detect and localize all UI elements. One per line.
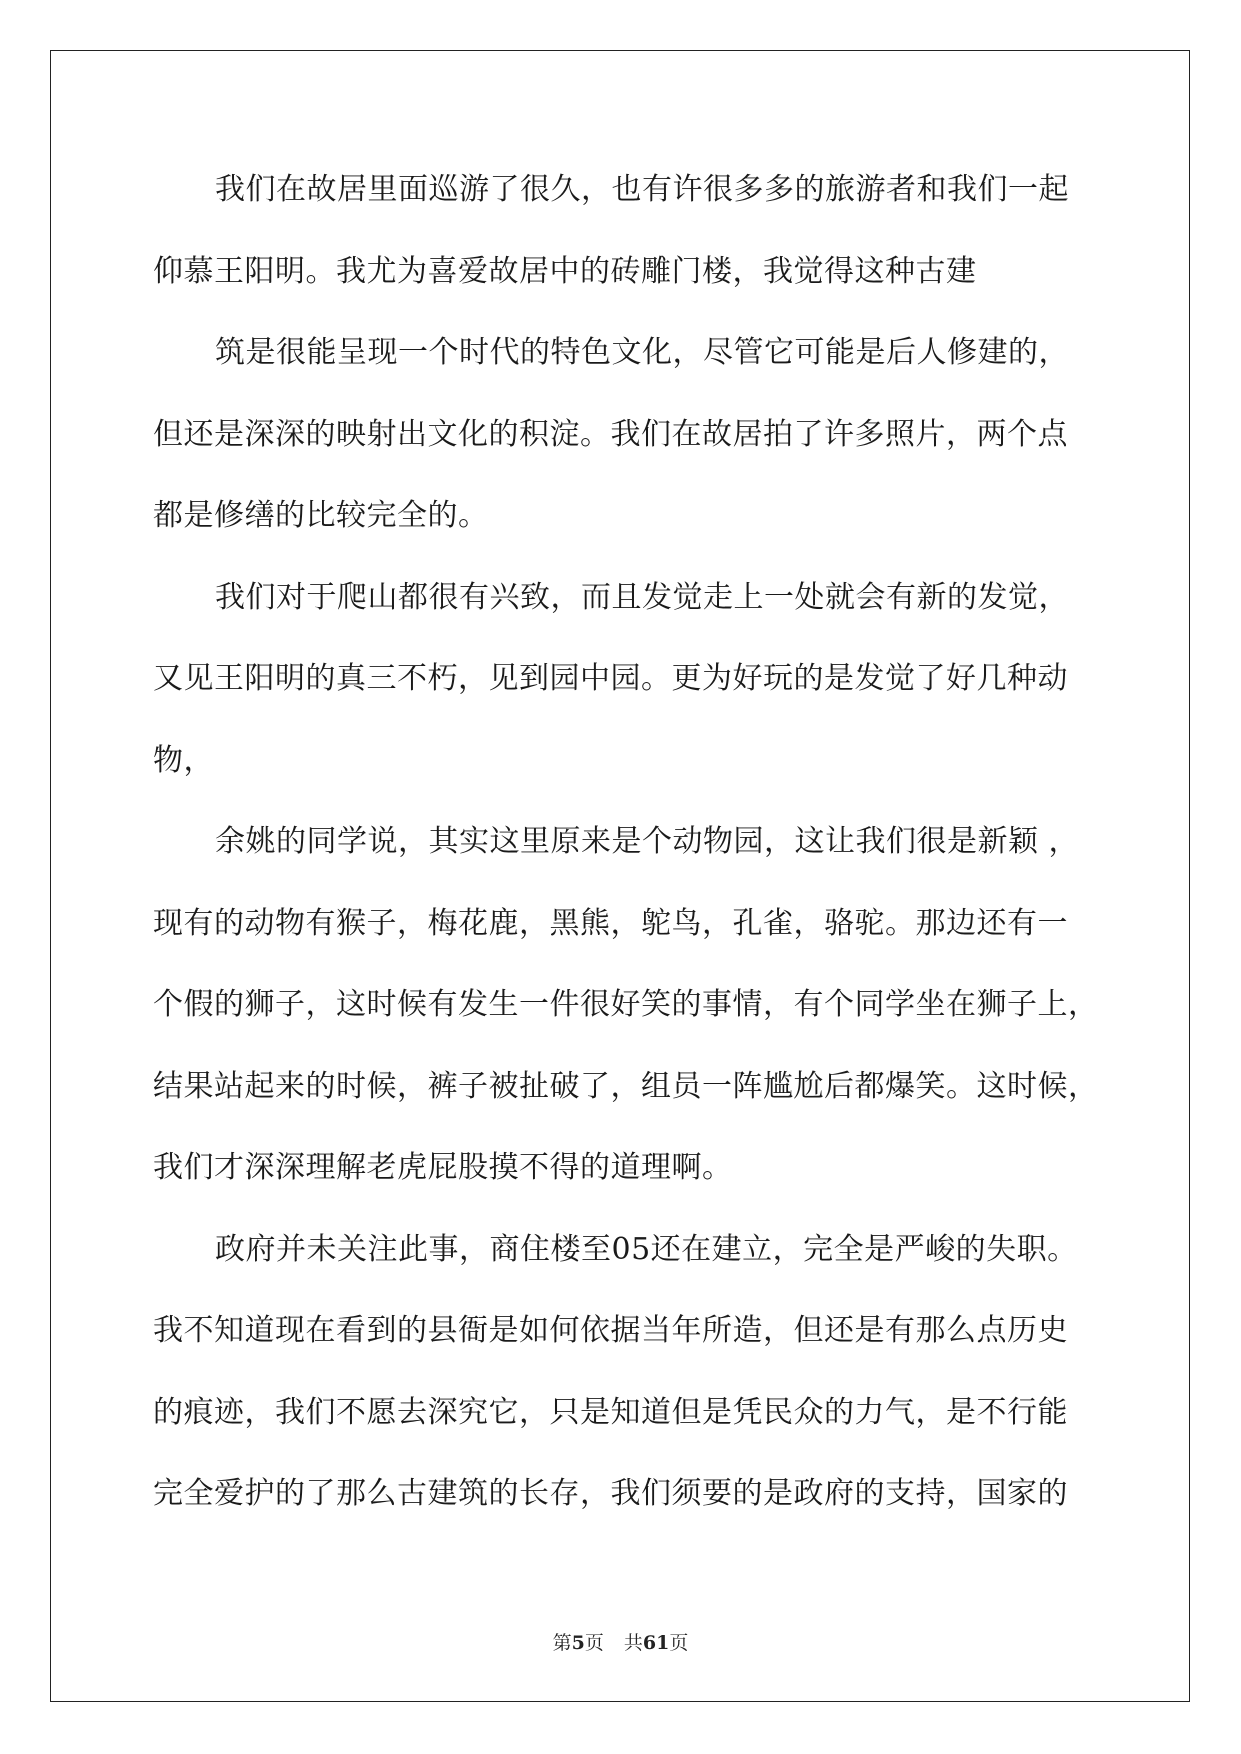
text-line: 我们对于爬山都很有兴致，而且发觉走上一处就会有新的发觉， bbox=[215, 579, 1069, 615]
text-line: 我不知道现在看到的县衙是如何依据当年所造，但还是有那么点历史 bbox=[153, 1313, 1068, 1348]
text-line: 个假的狮子，这时候有发生一件很好笑的事情，有个同学坐在狮子上， bbox=[153, 987, 1099, 1022]
text-line: 又见王阳明的真三不朽，见到园中园。更为好玩的是发觉了好几种动 bbox=[153, 661, 1068, 696]
total-pages: 61 bbox=[642, 1632, 670, 1654]
body-text bbox=[153, 160, 1103, 1546]
footer-prefix: 第 bbox=[552, 1632, 572, 1654]
footer-total-prefix: 共 bbox=[623, 1632, 643, 1654]
page-footer bbox=[0, 1628, 1241, 1655]
text-line: 我们在故居里面巡游了很久，也有许很多多的旅游者和我们一起 bbox=[215, 172, 1069, 207]
text-line: 仰慕王阳明。我尤为喜爱故居中的砖雕门楼，我觉得这种古建 bbox=[153, 253, 977, 289]
page-number: 5 bbox=[571, 1632, 585, 1654]
text-line: 我们才深深理解老虎屁股摸不得的道理啊。 bbox=[153, 1150, 733, 1185]
text-line: 都是修缮的比较完全的。 bbox=[153, 498, 489, 533]
text-line: 政府并未关注此事，商住楼至05还在建立，完全是严峻的失职。 bbox=[215, 1231, 1078, 1267]
text-line: 现有的动物有猴子，梅花鹿，黑熊，鸵鸟，孔雀，骆驼。那边还有一 bbox=[153, 905, 1068, 941]
text-line: 完全爱护的了那么古建筑的长存，我们须要的是政府的支持，国家的 bbox=[153, 1476, 1068, 1511]
text-line: 余姚的同学说，其实这里原来是个动物园，这让我们很是新颖 ， bbox=[215, 824, 1080, 859]
footer-total-suffix: 页 bbox=[669, 1632, 689, 1654]
text-line: 的痕迹，我们不愿去深究它，只是知道但是凭民众的力气，是不行能 bbox=[153, 1394, 1068, 1430]
footer-page-suffix: 页 bbox=[584, 1632, 604, 1654]
text-line: 结果站起来的时候，裤子被扯破了，组员一阵尴尬后都爆笑。这时候， bbox=[153, 1068, 1099, 1104]
text-line: 但还是深深的映射出文化的积淀。我们在故居拍了许多照片，两个点 bbox=[153, 416, 1068, 452]
text-line: 筑是很能呈现一个时代的特色文化，尽管它可能是后人修建的， bbox=[215, 335, 1069, 370]
text-line: 物， bbox=[153, 742, 214, 778]
